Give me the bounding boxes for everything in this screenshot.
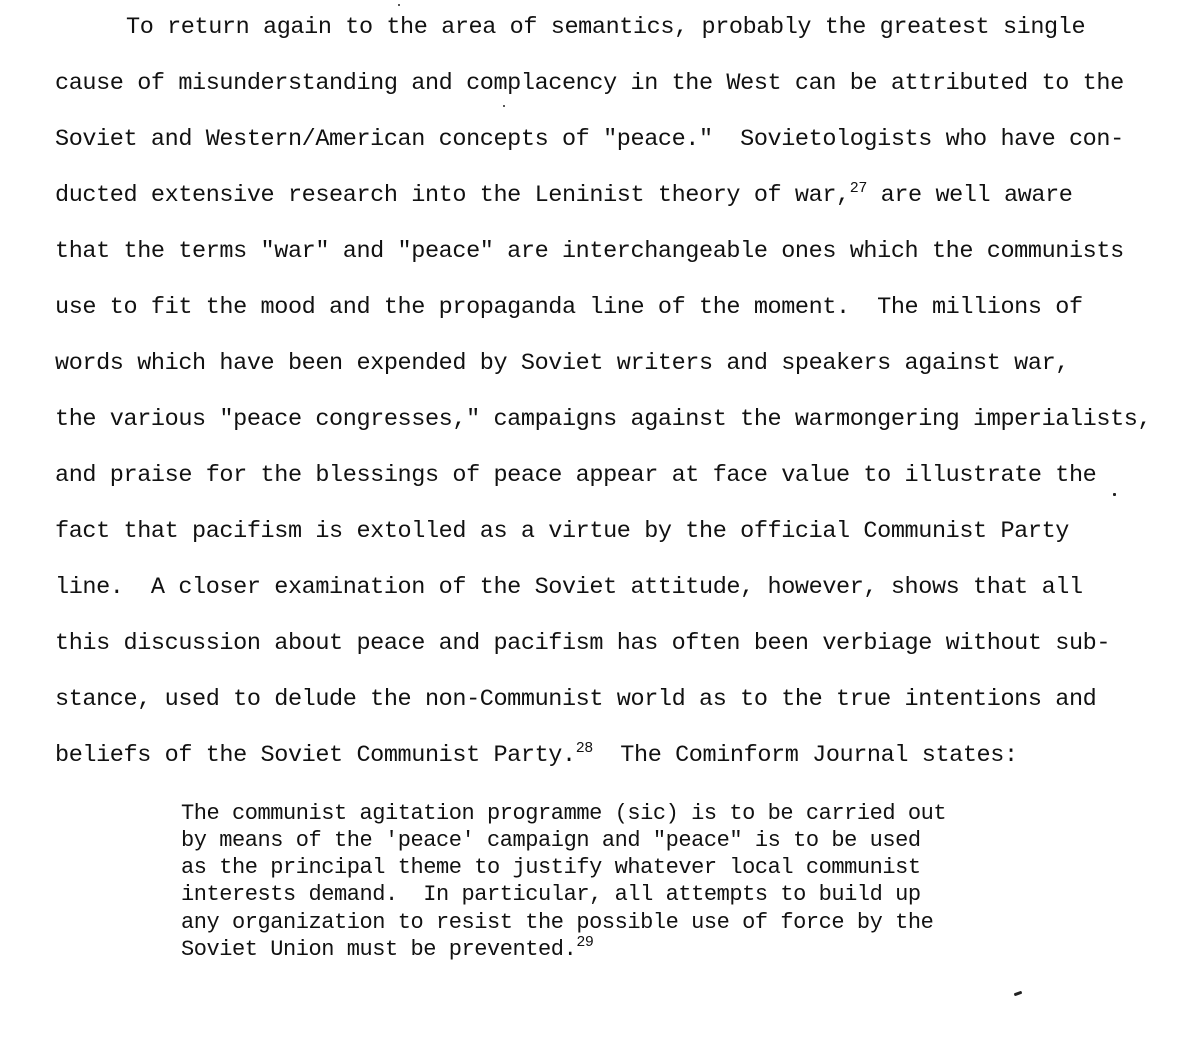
paragraph-line-3: Soviet and Western/American concepts of "peace." Sovietologists who have con- [55,126,1124,153]
quote-line-5: any organization to resist the possible use of force by the [181,910,934,935]
paragraph-line-10: fact that pacifism is extolled as a virtue by the official Communist Party [55,518,1069,545]
footnote-marker-29: 29 [576,934,594,951]
paragraph-line-14-text: beliefs of the Soviet Communist Party. [55,742,576,769]
paragraph-line-4 [55,181,1195,213]
paragraph-line-4-tail: are well aware [866,182,1073,209]
paragraph-line-11: line. A closer examination of the Soviet attitude, however, shows that all [55,574,1083,601]
paragraph-line-8: the various "peace congresses," campaigns against the warmongering imperialists, [55,406,1152,433]
paragraph-line-14 [55,741,1195,773]
paragraph-line-7: words which have been expended by Soviet writers and speakers against war, [55,350,1069,377]
paragraph-line-1: To return again to the area of semantics, probably the greatest single [126,14,1086,41]
scan-speck [1014,991,1023,997]
quote-line-6-text: Soviet Union must be prevented. [181,937,577,962]
paragraph-line-4-text: ducted extensive research into the Leninist theory of war, [55,182,850,209]
paragraph-line-2: cause of misunderstanding and complacency in the West can be attributed to the [55,70,1124,97]
scan-speck [503,105,505,107]
quote-line-3: as the principal theme to justify whatever local communist [181,855,921,880]
paragraph-line-13: stance, used to delude the non-Communist world as to the true intentions and [55,686,1097,713]
paragraph-line-9: and praise for the blessings of peace appear at face value to illustrate the [55,462,1097,489]
scan-speck [1113,493,1116,496]
paragraph-line-5: that the terms "war" and "peace" are interchangeable ones which the communists [55,238,1124,265]
paragraph-line-6: use to fit the mood and the propaganda line of the moment. The millions of [55,294,1083,321]
paragraph-line-14-tail: The Cominform Journal states: [592,742,1018,769]
paragraph-line-12: this discussion about peace and pacifism has often been verbiage without sub- [55,630,1111,657]
quote-line-1: The communist agitation programme (sic) is to be carried out [181,801,947,826]
footnote-marker-27: 27 [849,180,867,197]
quote-line-2: by means of the 'peace' campaign and "peace" is to be used [181,828,921,853]
footnote-marker-28: 28 [575,740,593,757]
scan-speck [398,4,400,6]
quote-line-6 [181,936,1181,965]
quote-line-4: interests demand. In particular, all attempts to build up [181,882,921,907]
